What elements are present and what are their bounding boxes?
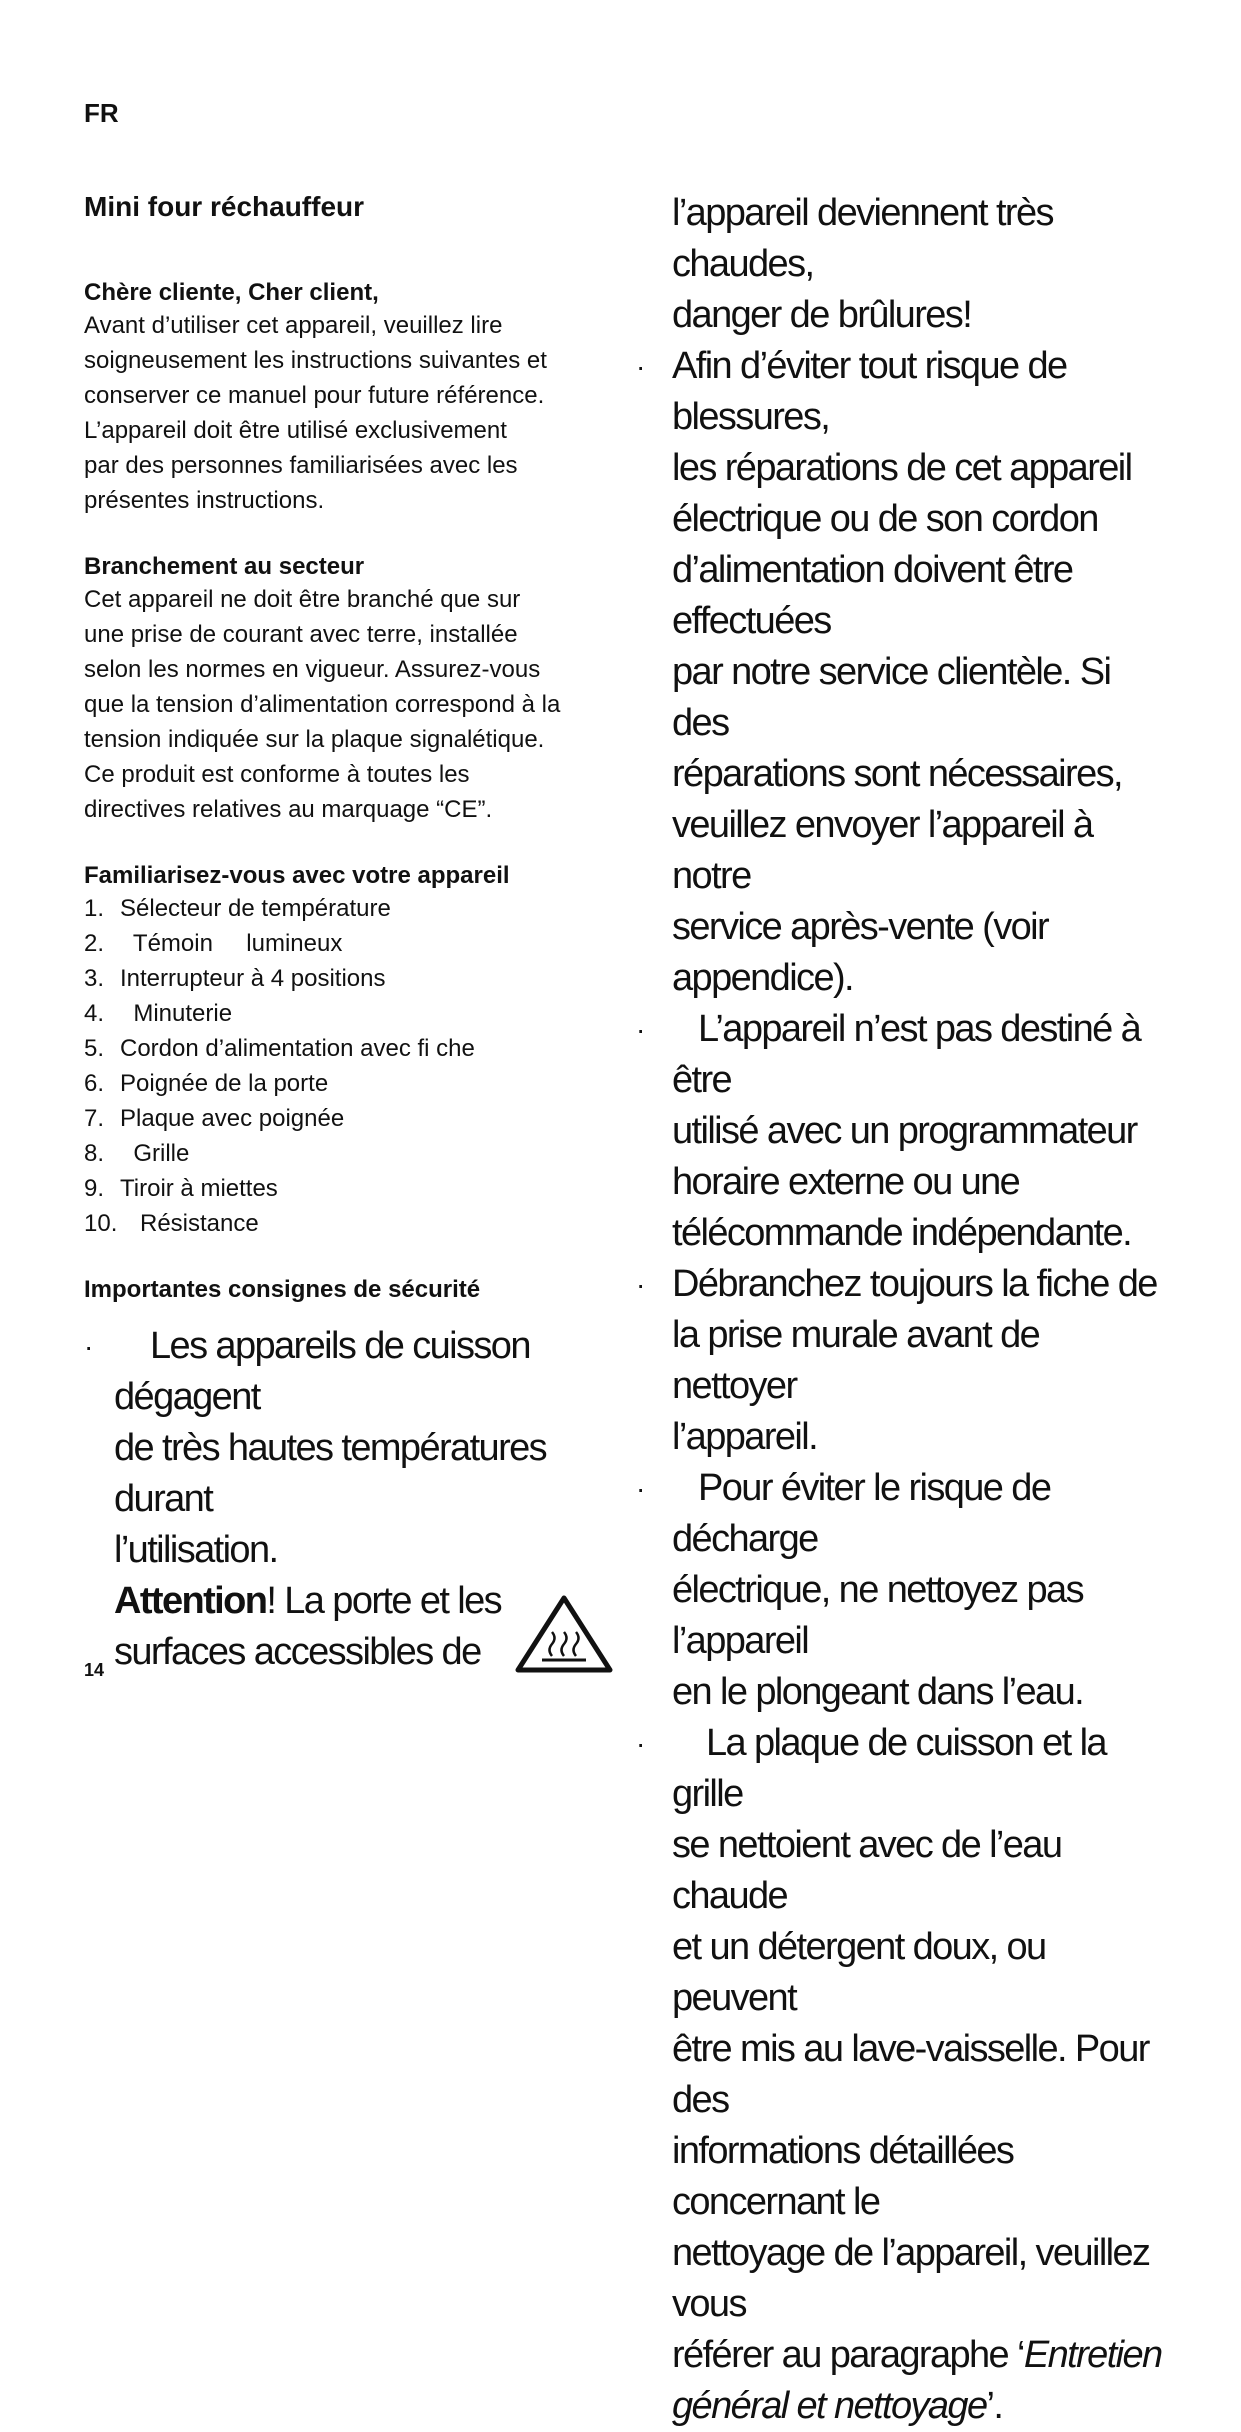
page-number: 14 <box>84 1660 105 1680</box>
bullet-icon: · <box>636 1014 644 1045</box>
bullet-icon: · <box>636 1269 644 1300</box>
safety-bullet-4: · Débranchez toujours la fiche de la prise murale avant de nettoyer l’appareil. <box>672 1259 1172 1463</box>
list-item: 10. Résistance <box>84 1210 259 1237</box>
right-column <box>636 188 1172 2432</box>
list-item: 1. Sélecteur de température <box>84 895 391 922</box>
list-item: 3. Interrupteur à 4 positions <box>84 965 386 992</box>
list-item: 7. Plaque avec poignée <box>84 1105 345 1132</box>
list-item: 9. Tiroir à miettes <box>84 1175 278 1202</box>
mains-text: Cet appareil ne doit être branché que sur une prise de courant avec terre, installée selon les normes en vigueur. Assurez-vous que la tension d’alimentation correspond à la tension indiquée sur la plaque signalétique. Ce produit est conforme à toutes les directives relatives au marquage “CE”. <box>84 586 561 823</box>
list-item: 8. Grille <box>84 1140 190 1167</box>
bullet-icon: · <box>636 1473 644 1504</box>
attention-label: Attention <box>114 1580 267 1622</box>
mains-heading: Branchement au secteur <box>84 553 365 580</box>
intro-text: Avant d’utiliser cet appareil, veuillez lire soigneusement les instructions suivantes et conserver ce manuel pour future référence. L’appareil doit être utilisé exclusivement par des personnes familiarisées avec les présentes instructions. <box>84 312 547 514</box>
safety-bullet-2: · Afin d’éviter tout risque de blessures, les réparations de cet appareil électrique ou de son cordon d’alimentation doivent être effectuées par notre service clientèle. Si des réparations sont nécessaires, veuillez envoyer l’appareil à notre service après-vente (voir appendice). <box>672 341 1172 1004</box>
hot-surface-warning-icon <box>514 1594 614 1674</box>
bullet-icon: · <box>636 1728 644 1759</box>
list-item: 2. Témoin lumineux <box>84 930 343 957</box>
parts-heading: Familiarisez-vous avec votre appareil <box>84 862 510 889</box>
left-column <box>84 190 614 1678</box>
safety-bullet-6: · La plaque de cuisson et la grille se nettoient avec de l’eau chaude et un détergent doux, ou peuvent être mis au lave-vaisselle. Pour des informations détaillées concernant le nettoyage de l’appareil, veuillez vous référer au paragraphe ‘Entretien général et nettoyage’. <box>672 1718 1172 2432</box>
intro-heading: Chère cliente, Cher client, <box>84 279 379 306</box>
bullet-icon: · <box>636 351 644 382</box>
safety-bullet-3: · L’appareil n’est pas destiné à être utilisé avec un programmateur horaire externe ou une télécommande indépendante. <box>672 1004 1172 1259</box>
list-item: 4. Minuterie <box>84 1000 233 1027</box>
list-item: 6. Poignée de la porte <box>84 1070 329 1097</box>
language-code: FR <box>84 98 119 128</box>
document-title: Mini four réchauffeur <box>84 191 365 222</box>
safety-bullet-1-continued: l’appareil deviennent très chaudes, danger de brûlures! <box>672 192 1053 336</box>
safety-heading: Importantes consignes de sécurité <box>84 1276 481 1303</box>
safety-bullets-left <box>84 1321 614 1678</box>
safety-bullet-1: · Les appareils de cuisson dégagent de très hautes températures durant l’utilisation. <box>114 1321 614 1576</box>
bullet-icon: · <box>84 1331 92 1362</box>
parts-list <box>84 891 614 1241</box>
list-item: 5. Cordon d’alimentation avec fi che <box>84 1035 475 1062</box>
safety-bullet-5: · Pour éviter le risque de décharge électrique, ne nettoyez pas l’appareil en le plongeant dans l’eau. <box>672 1463 1172 1718</box>
attention-block: Attention! La porte et les surfaces accessibles de <box>114 1576 614 1678</box>
